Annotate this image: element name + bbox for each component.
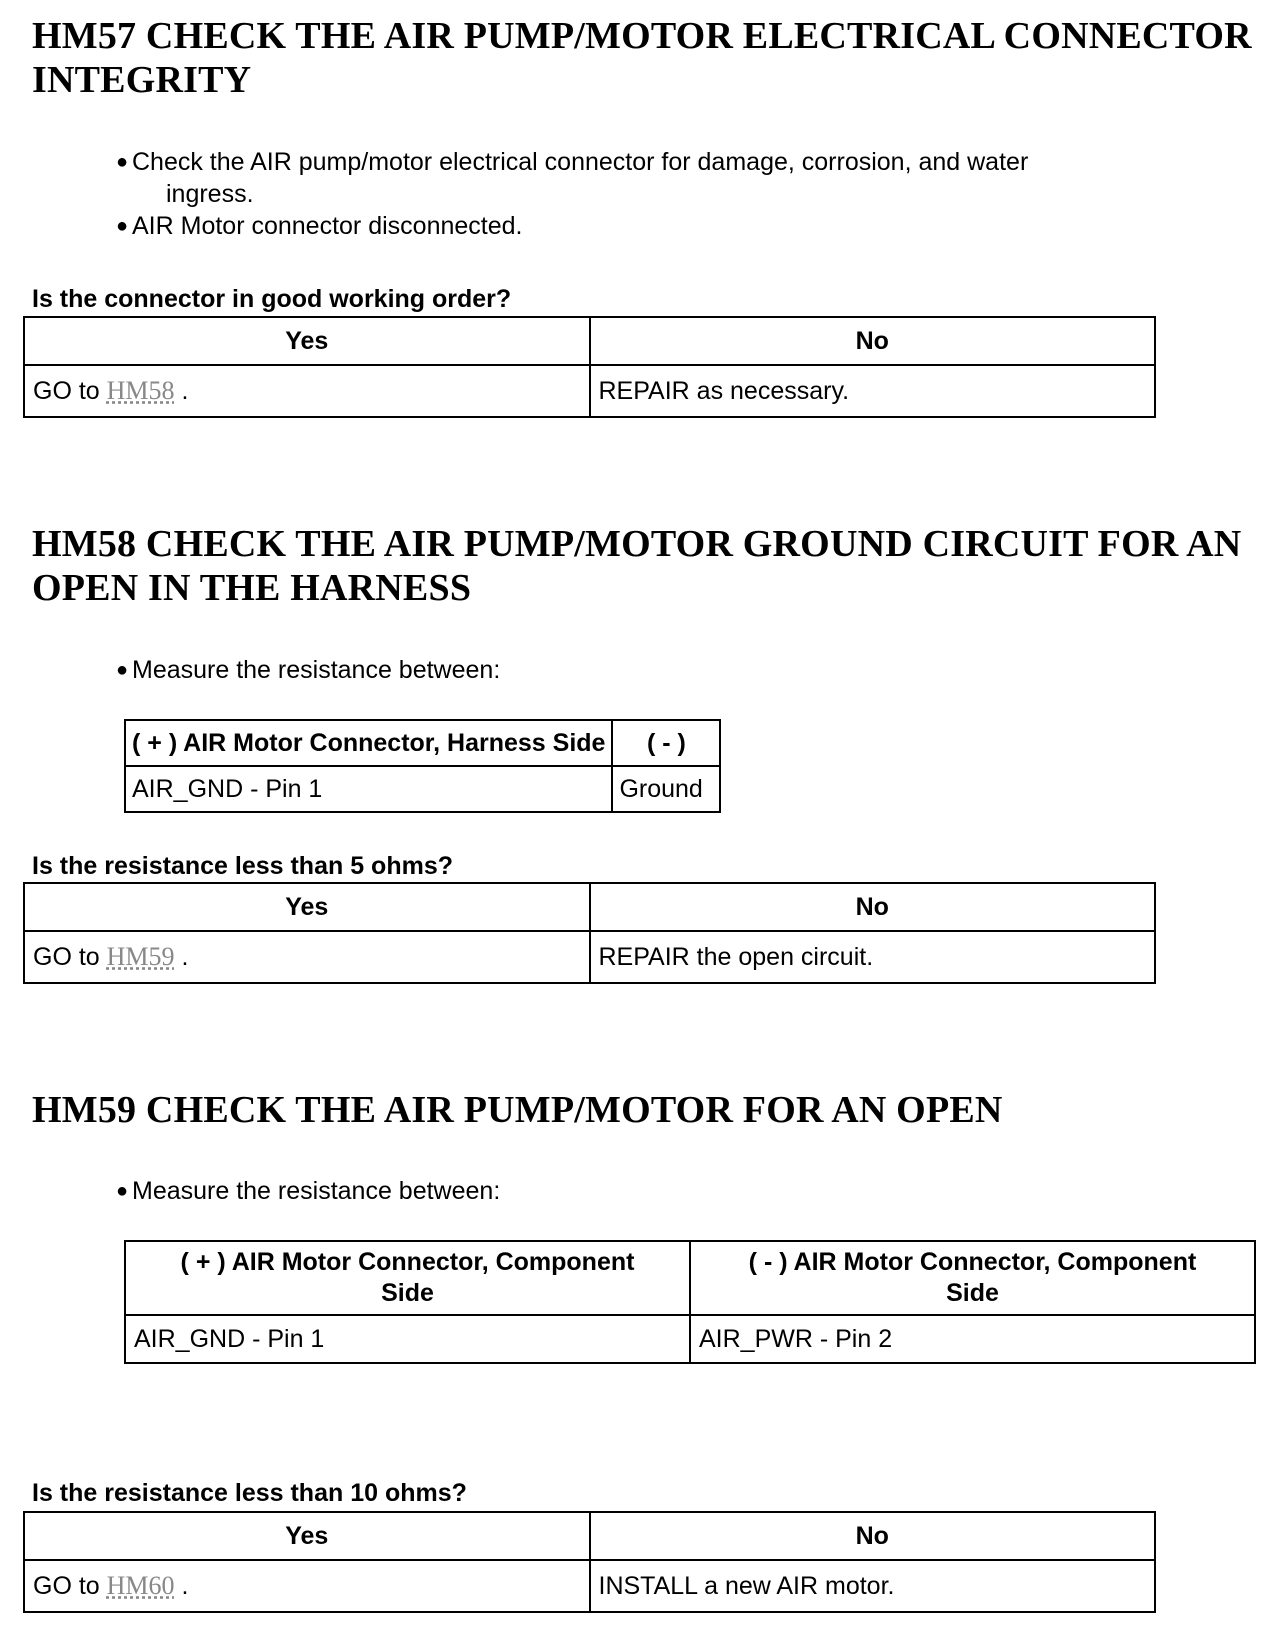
bullet-item: ● Check the AIR pump/motor electrical connector for damage, corrosion, and water ingress. [116,148,1029,208]
bullet-list-hm58 [116,654,1156,686]
bullet-list-hm59 [116,1175,1156,1207]
yes-header: Yes [24,883,590,931]
yes-cell: GO to HM59 . [24,931,590,983]
link-hm60[interactable]: HM60 [106,1571,175,1600]
bullet-item: ● Measure the resistance between: [116,1177,501,1205]
negative-lead-value: Ground [612,766,720,812]
negative-lead-header: ( - ) AIR Motor Connector, Component Side [690,1241,1255,1315]
question-hm59: Is the resistance less than 10 ohms? [32,1479,467,1507]
positive-lead-header: ( + ) AIR Motor Connector, Harness Side [125,720,612,766]
measurement-table-hm58 [124,719,721,813]
no-header: No [590,317,1156,365]
positive-lead-value: AIR_GND - Pin 1 [125,766,612,812]
bullet-item: ● Measure the resistance between: [116,656,501,684]
positive-lead-header: ( + ) AIR Motor Connector, Component Side [125,1241,690,1315]
bullet-item: ● AIR Motor connector disconnected. [116,212,523,240]
section-title-hm57: HM57 CHECK THE AIR PUMP/MOTOR ELECTRICAL CONNECTOR INTEGRITY [32,15,1252,101]
yes-header: Yes [24,317,590,365]
yes-cell: GO to HM60 . [24,1560,590,1612]
no-cell: REPAIR the open circuit. [590,931,1156,983]
no-cell: REPAIR as necessary. [590,365,1156,417]
yes-no-table-hm58 [23,882,1156,984]
section-title-hm59: HM59 CHECK THE AIR PUMP/MOTOR FOR AN OPEN [32,1089,1003,1131]
no-header: No [590,1512,1156,1560]
link-hm58[interactable]: HM58 [106,376,175,405]
positive-lead-value: AIR_GND - Pin 1 [125,1315,690,1363]
bullet-list-hm57 [116,146,1156,242]
section-title-hm58: HM58 CHECK THE AIR PUMP/MOTOR GROUND CIRCUIT FOR AN OPEN IN THE HARNESS [32,523,1242,609]
link-hm59[interactable]: HM59 [106,942,175,971]
bullet-icon: ● [116,151,129,173]
question-hm57: Is the connector in good working order? [32,285,512,313]
question-hm58: Is the resistance less than 5 ohms? [32,852,453,880]
bullet-icon: ● [116,1180,129,1202]
no-cell: INSTALL a new AIR motor. [590,1560,1156,1612]
negative-lead-header: ( - ) [612,720,720,766]
yes-no-table-hm57 [23,316,1156,418]
yes-header: Yes [24,1512,590,1560]
bullet-icon: ● [116,659,129,681]
negative-lead-value: AIR_PWR - Pin 2 [690,1315,1255,1363]
measurement-table-hm59 [124,1240,1256,1364]
no-header: No [590,883,1156,931]
yes-no-table-hm59 [23,1511,1156,1613]
yes-cell: GO to HM58 . [24,365,590,417]
bullet-icon: ● [116,215,129,237]
